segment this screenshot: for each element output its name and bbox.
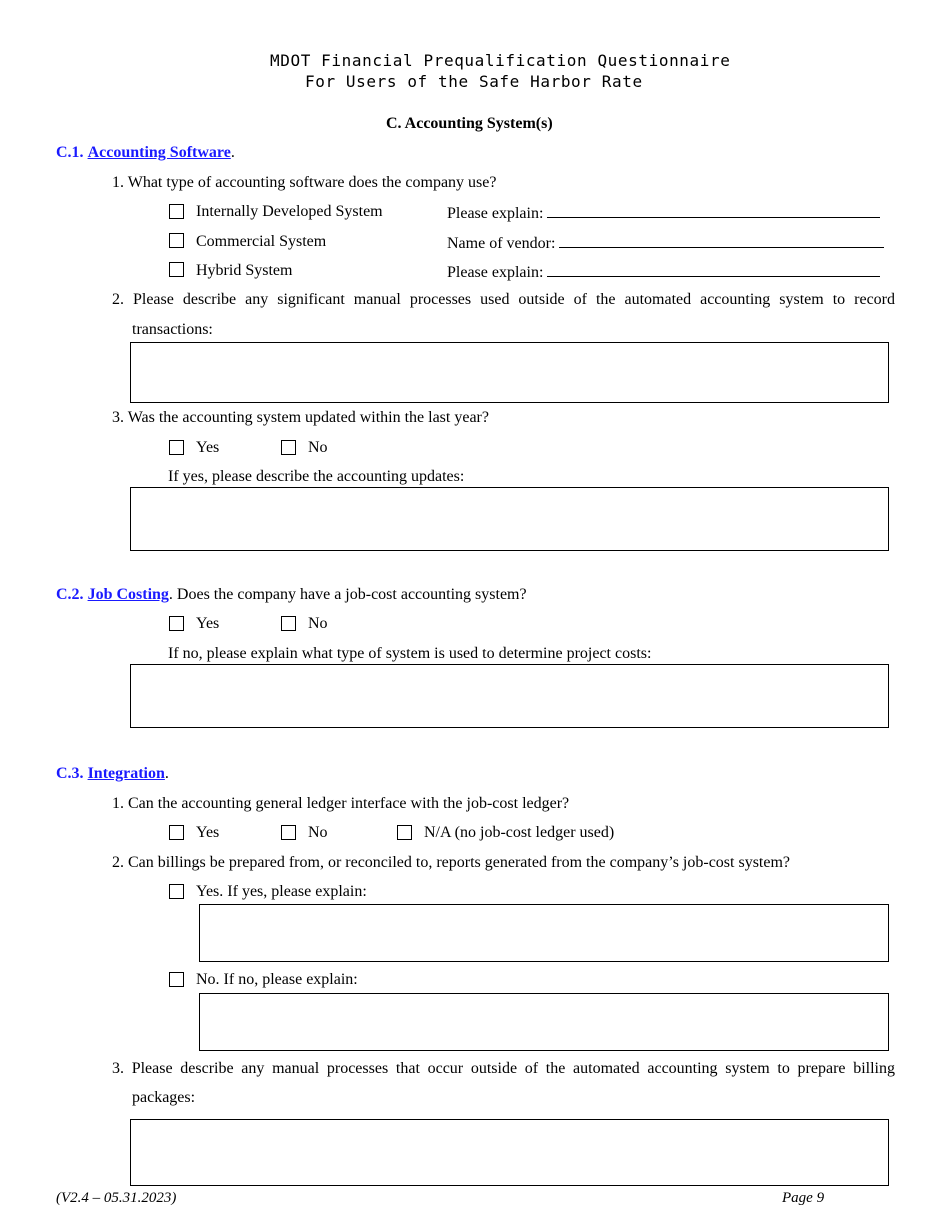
page-number: Page 9: [782, 1190, 825, 1206]
c1-link-accounting-software[interactable]: Accounting Software: [87, 144, 231, 161]
yes-explain-label: Yes. If yes, please explain:: [196, 883, 367, 900]
checkbox-na[interactable]: [397, 825, 412, 840]
c1-question-1: 1. What type of accounting software does the company use?: [112, 174, 497, 191]
billings-yes-textbox[interactable]: [199, 904, 889, 962]
explain-line-input[interactable]: [547, 262, 880, 277]
project-costs-textbox[interactable]: [130, 664, 889, 728]
checkbox-no[interactable]: [281, 825, 296, 840]
c1-number: C.1.: [56, 144, 84, 161]
c2-heading: C.2. Job Costing. Does the company have a job-cost accounting system?: [56, 586, 527, 603]
c3-question-3: 3. Please describe any manual processes that occur outside of the automated accounting system to prepare billing: [112, 1060, 895, 1077]
c1-q3-followup: If yes, please describe the accounting updates:: [168, 468, 465, 485]
checkbox-commercial-system[interactable]: [169, 233, 184, 248]
doc-title-line1: MDOT Financial Prequalification Questionnaire: [270, 51, 731, 70]
c3-question-1: 1. Can the accounting general ledger interface with the job-cost ledger?: [112, 795, 570, 812]
vendor-line-input[interactable]: [559, 233, 884, 248]
yes-label: Yes: [196, 824, 220, 841]
checkbox-no[interactable]: [281, 440, 296, 455]
c3-question-3-cont: packages:: [132, 1089, 196, 1106]
explain-line-input[interactable]: [547, 203, 880, 218]
explain-prompt: Please explain:: [447, 203, 880, 223]
yes-label: Yes: [196, 439, 220, 456]
no-explain-label: No. If no, please explain:: [196, 971, 358, 988]
checkbox-no[interactable]: [281, 616, 296, 631]
checkbox-yes[interactable]: [169, 825, 184, 840]
doc-title-line2: For Users of the Safe Harbor Rate: [305, 72, 643, 91]
checkbox-yes[interactable]: [169, 440, 184, 455]
c1-question-3: 3. Was the accounting system updated within the last year?: [112, 409, 489, 426]
c3-heading: C.3. Integration.: [56, 765, 169, 782]
c1-question-2: 2. Please describe any significant manual processes used outside of the automated accounting system to record: [112, 291, 895, 308]
no-label: No: [308, 615, 328, 632]
accounting-updates-textbox[interactable]: [130, 487, 889, 551]
explain-prompt: Please explain:: [447, 262, 880, 282]
na-label: N/A (no job-cost ledger used): [424, 824, 615, 841]
yes-label: Yes: [196, 615, 220, 632]
section-title: C. Accounting System(s): [386, 115, 553, 132]
c3-link-integration[interactable]: Integration: [87, 765, 165, 782]
no-label: No: [308, 439, 328, 456]
checkbox-no-billings[interactable]: [169, 972, 184, 987]
c1-question-2-cont: transactions:: [132, 321, 213, 338]
checkbox-hybrid-system[interactable]: [169, 262, 184, 277]
billings-no-textbox[interactable]: [199, 993, 889, 1051]
checkbox-internally-developed[interactable]: [169, 204, 184, 219]
no-label: No: [308, 824, 328, 841]
manual-processes-textbox[interactable]: [130, 342, 889, 403]
billing-processes-textbox[interactable]: [130, 1119, 889, 1186]
c2-number: C.2.: [56, 586, 84, 603]
c1-heading: C.1. Accounting Software.: [56, 144, 235, 161]
option-label: Hybrid System: [196, 262, 293, 279]
c2-link-job-costing[interactable]: Job Costing: [87, 586, 169, 603]
c3-question-2: 2. Can billings be prepared from, or reconciled to, reports generated from the company’s job-cost system?: [112, 854, 791, 871]
option-label: Internally Developed System: [196, 203, 383, 220]
c2-followup: If no, please explain what type of system is used to determine project costs:: [168, 645, 652, 662]
checkbox-yes[interactable]: [169, 616, 184, 631]
c3-number: C.3.: [56, 765, 84, 782]
option-label: Commercial System: [196, 233, 327, 250]
version-label: (V2.4 – 05.31.2023): [56, 1190, 177, 1206]
vendor-prompt: Name of vendor:: [447, 233, 884, 253]
checkbox-yes-billings[interactable]: [169, 884, 184, 899]
